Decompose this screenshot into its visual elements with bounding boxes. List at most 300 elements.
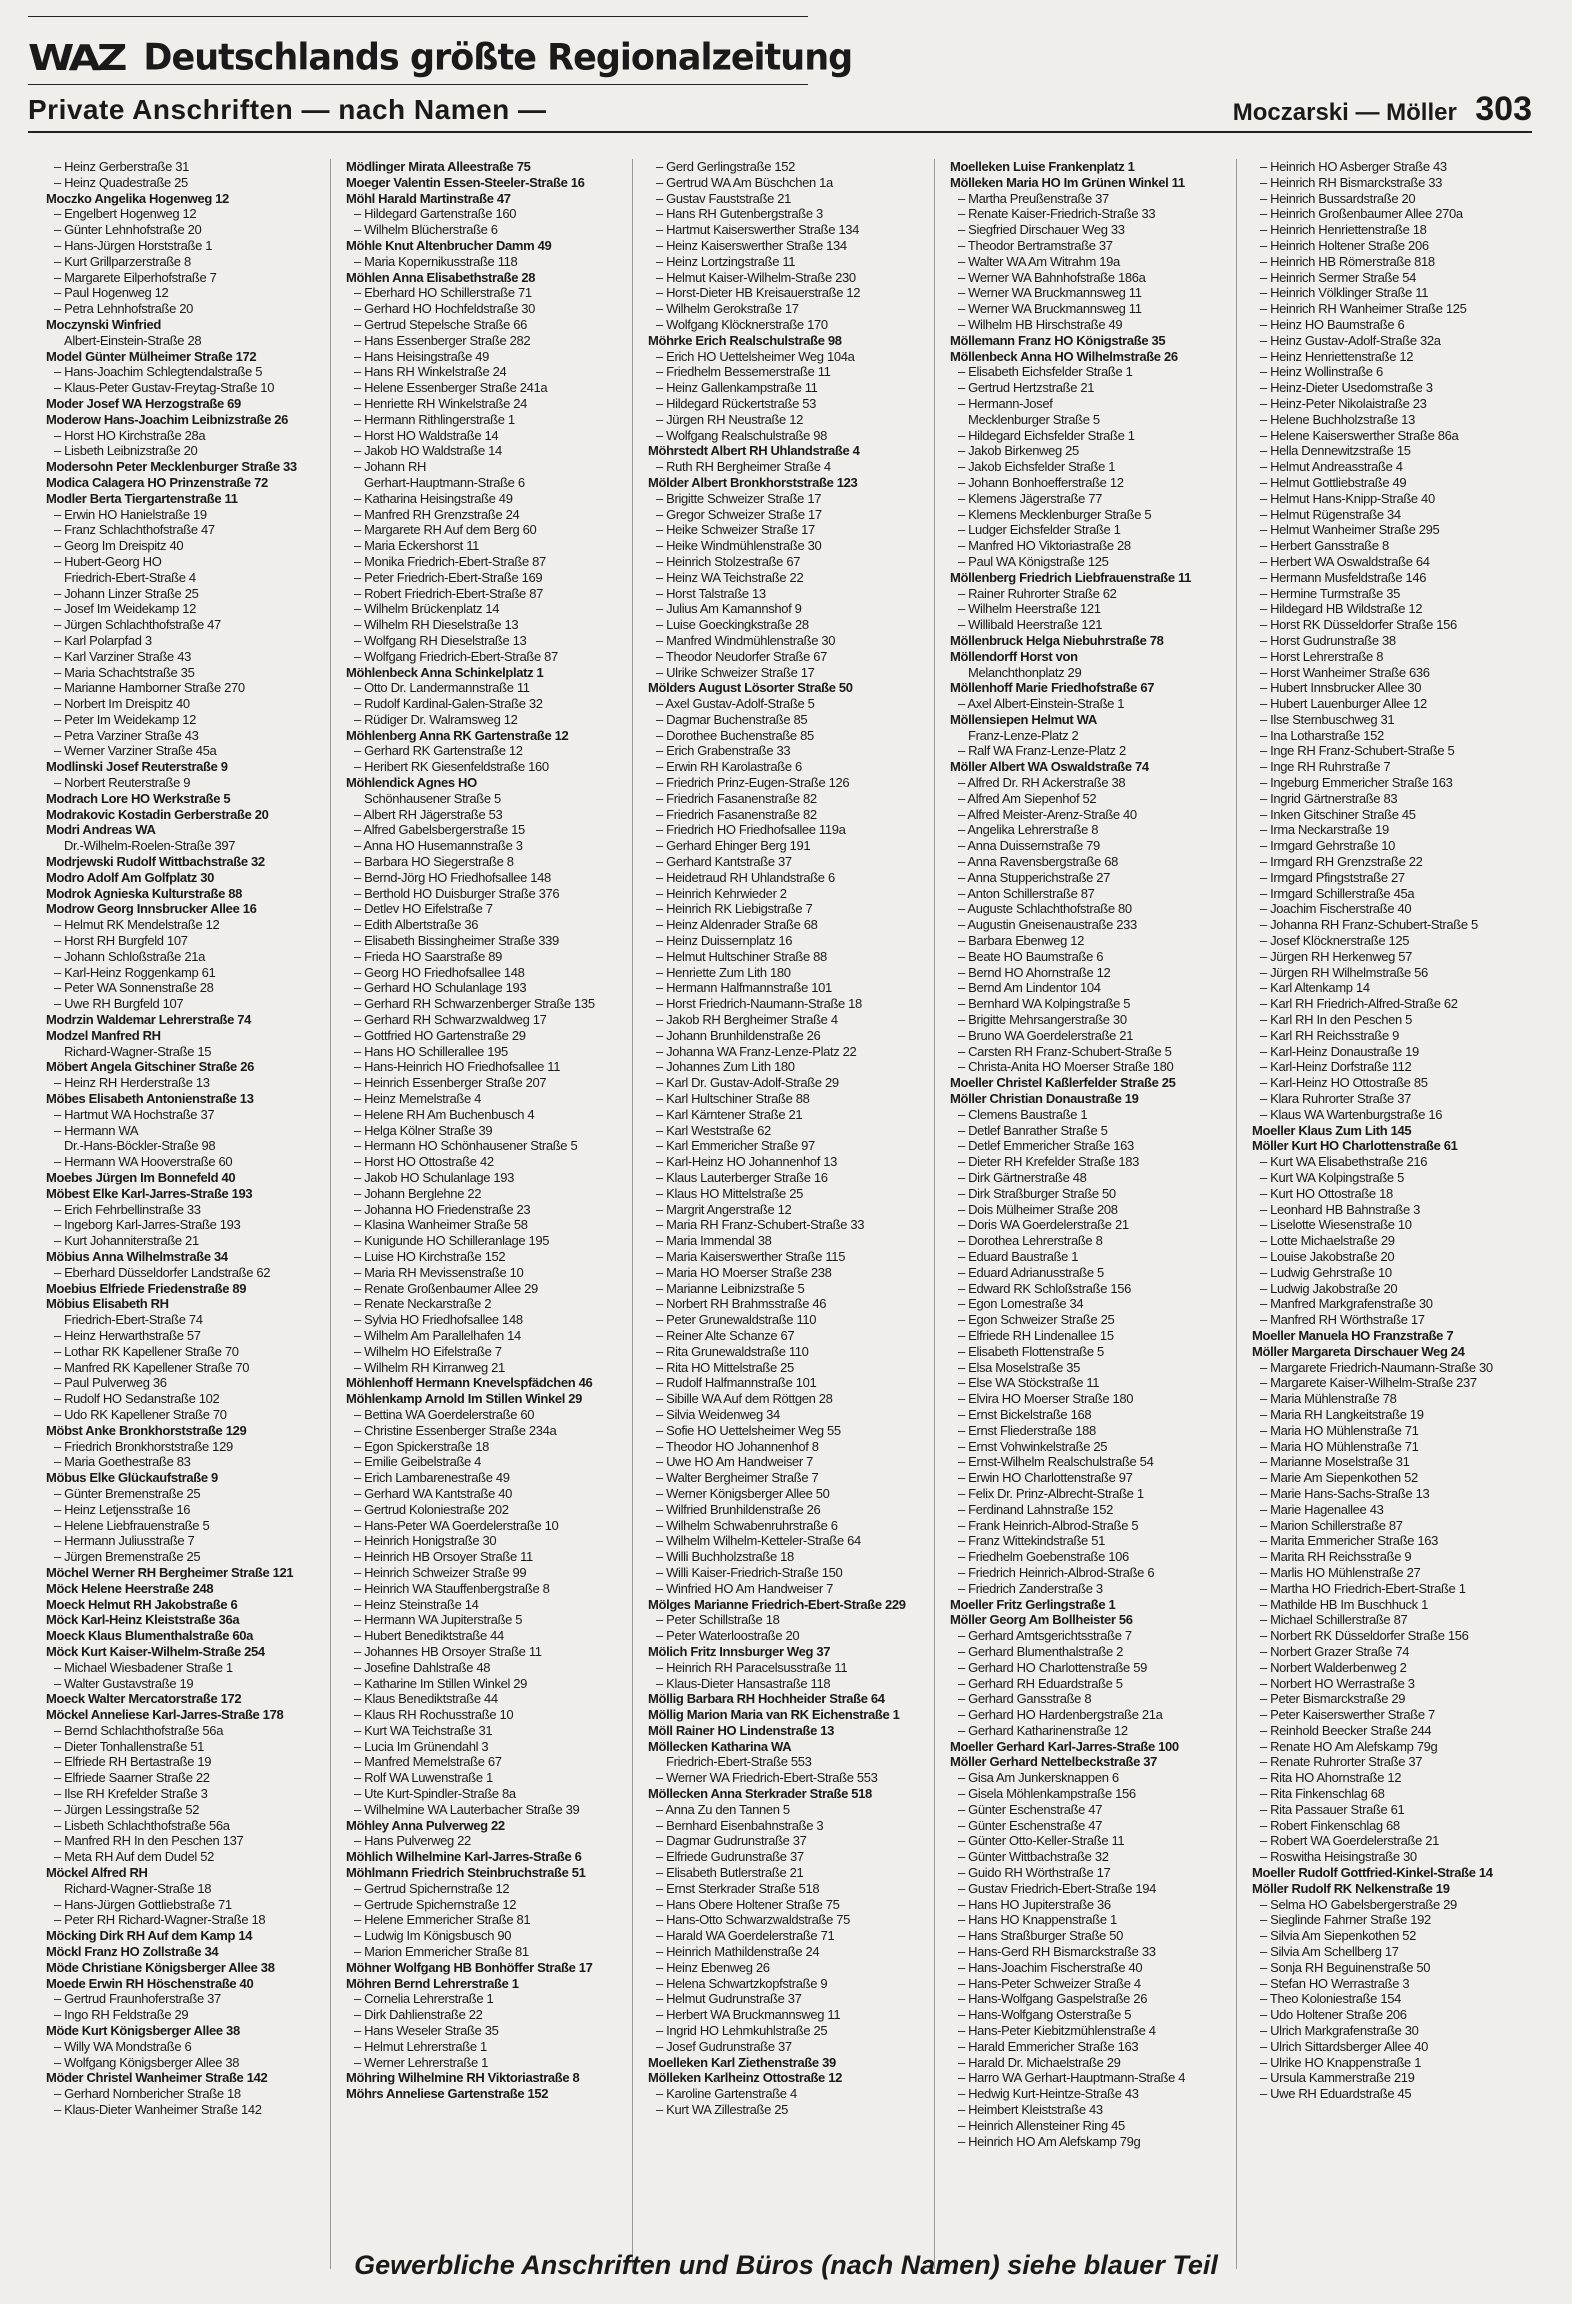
- directory-entry: Model Günter Mülheimer Straße 172: [46, 348, 257, 364]
- directory-entry: – Willi Buchholzstraße 18: [656, 1549, 794, 1565]
- directory-entry: – Wilhelm Brückenplatz 14: [354, 601, 500, 617]
- directory-entry: – Heinz Kaiserswerther Straße 134: [656, 237, 847, 253]
- directory-entry: – Heinrich Mathildenstraße 24: [656, 1944, 820, 1960]
- directory-entry: – Dagmar Buchenstraße 85: [656, 711, 808, 727]
- directory-columns: [28, 159, 1540, 2269]
- directory-entry: – Peter Waterloostraße 20: [656, 1628, 800, 1644]
- directory-entry: Moeller Christel Kaßlerfelder Straße 25: [950, 1075, 1176, 1091]
- directory-entry: – Walter Bergheimer Straße 7: [656, 1470, 819, 1486]
- directory-entry: – Karl-Heinz Donaustraße 19: [1260, 1043, 1419, 1059]
- directory-entry: – Gertrud Spichernstraße 12: [354, 1880, 510, 1896]
- directory-entry: – Martha HO Friedrich-Ebert-Straße 1: [1260, 1580, 1466, 1596]
- directory-entry: – Hans-Joachim Schlegtendalstraße 5: [54, 364, 263, 380]
- directory-entry: – Anna Ravensbergstraße 68: [958, 854, 1119, 870]
- directory-entry: – Karl RH Reichsstraße 9: [1260, 1027, 1399, 1043]
- directory-entry: – Hans-Jürgen Gottliebstraße 71: [54, 1896, 232, 1912]
- directory-entry: – Christa-Anita HO Moerser Straße 180: [958, 1059, 1174, 1075]
- directory-entry: Möckel Alfred RH: [46, 1865, 148, 1881]
- directory-entry: – Gertrud WA Am Büschchen 1a: [656, 174, 833, 190]
- directory-entry: – Dirk Gärtnerstraße 48: [958, 1170, 1087, 1185]
- directory-entry: – Bernd HO Ahornstraße 12: [958, 964, 1111, 980]
- directory-entry: – Jürgen RH Herkenweg 57: [1260, 948, 1413, 964]
- entry-list: [46, 159, 330, 2118]
- directory-entry: – Kurt WA Zillestraße 25: [656, 2102, 788, 2118]
- directory-entry: – Karoline Gartenstraße 4: [656, 2086, 797, 2102]
- directory-entry: – Harald WA Goerdelerstraße 71: [656, 1928, 835, 1944]
- directory-entry: Moeger Valentin Essen-Steeler-Straße 16: [346, 174, 585, 190]
- directory-entry: – Udo Holtener Straße 206: [1260, 2007, 1407, 2023]
- directory-entry: – Hans-Peter Schweizer Straße 4: [958, 1975, 1141, 1991]
- directory-entry: – Gottfried HO Gartenstraße 29: [354, 1027, 526, 1043]
- directory-entry: – Kurt WA Teichstraße 31: [354, 1722, 493, 1738]
- directory-entry: – Hildegard HB Wildstraße 12: [1260, 601, 1423, 617]
- directory-entry: – Heinrich Allensteiner Ring 45: [958, 2117, 1125, 2133]
- directory-entry: – Gerhard Katharinenstraße 12: [958, 1722, 1128, 1738]
- directory-entry: – Heinrich Großenbaumer Allee 270a: [1260, 206, 1463, 222]
- directory-entry: – Erwin HO Charlottenstraße 97: [958, 1470, 1133, 1486]
- directory-entry: Möllecken Anna Sterkrader Straße 518: [648, 1786, 872, 1802]
- directory-entry: – Heimbert Kleiststraße 43: [958, 2102, 1103, 2118]
- directory-entry: – Meta RH Auf dem Dudel 52: [54, 1849, 214, 1865]
- directory-entry: – Gustav Friedrich-Ebert-Straße 194: [958, 1880, 1156, 1896]
- directory-entry: – Ferdinand Lahnstraße 152: [958, 1501, 1113, 1517]
- directory-entry: – Reinhold Beecker Straße 244: [1260, 1722, 1432, 1738]
- directory-entry: – Maria HO Mühlenstraße 71: [1260, 1438, 1419, 1454]
- directory-entry: – Ursula Kammerstraße 219: [1260, 2070, 1415, 2086]
- directory-entry: – Michael Wiesbadener Straße 1: [54, 1659, 233, 1675]
- directory-entry: – Rudolf HO Sedanstraße 102: [54, 1391, 220, 1407]
- directory-entry: Möhner Wolfgang HB Bonhöffer Straße 17: [346, 1959, 593, 1975]
- directory-entry: – Paul Hogenweg 12: [54, 285, 169, 301]
- directory-entry: – Erich Lambarenestraße 49: [354, 1470, 510, 1486]
- directory-entry: – Hans-Peter WA Goerdelerstraße 10: [354, 1517, 559, 1533]
- directory-entry: – Petra Lehnhofstraße 20: [54, 301, 194, 317]
- directory-entry: – Klaus HO Mittelstraße 25: [656, 1185, 803, 1201]
- directory-entry: – Reiner Alte Schanze 67: [656, 1327, 795, 1343]
- directory-entry: – Egon Lomestraße 34: [958, 1296, 1084, 1312]
- column-rule: [1236, 159, 1237, 2269]
- directory-entry: – Heinrich Sermer Straße 54: [1260, 269, 1417, 285]
- directory-entry: – Heinz Ebenweg 26: [656, 1959, 770, 1975]
- directory-entry: – Marianne Moselstraße 31: [1260, 1454, 1410, 1470]
- directory-entry: Richard-Wagner-Straße 18: [64, 1880, 212, 1896]
- directory-entry: – Theodor Bertramstraße 37: [958, 237, 1113, 253]
- directory-entry: – Elfriede Saarner Straße 22: [54, 1770, 210, 1786]
- directory-entry: – Günter Lehnhofstraße 20: [54, 222, 202, 238]
- directory-entry: – Jakob RH Bergheimer Straße 4: [656, 1012, 838, 1028]
- directory-entry: – Inge RH Franz-Schubert-Straße 5: [1260, 743, 1455, 759]
- directory-entry: – Ruth RH Bergheimer Straße 4: [656, 459, 831, 475]
- directory-entry: – Manfred RH In den Peschen 137: [54, 1833, 244, 1849]
- directory-entry: – Marlis HO Mühlenstraße 27: [1260, 1564, 1421, 1580]
- directory-entry: – Helmut Andreasstraße 4: [1260, 459, 1403, 475]
- directory-entry: – Willibald Heerstraße 121: [958, 617, 1103, 633]
- entry-list: [950, 159, 1236, 2149]
- directory-entry: Möck Karl-Heinz Kleiststraße 36a: [46, 1612, 240, 1628]
- directory-entry: Moebius Elfriede Friedenstraße 89: [46, 1280, 247, 1296]
- directory-entry: – Jürgen Lessingstraße 52: [54, 1801, 200, 1817]
- directory-entry: – Heinrich RH Paracelsusstraße 11: [656, 1659, 848, 1675]
- directory-entry: – Heinz Wollinstraße 6: [1260, 364, 1383, 380]
- directory-entry: – Doris WA Goerdelerstraße 21: [958, 1217, 1129, 1233]
- directory-entry: – Hans HO Schillerallee 195: [354, 1043, 508, 1059]
- directory-entry: – Josef Gudrunstraße 37: [656, 2038, 792, 2054]
- directory-entry: – Hartmut Kaiserswerther Straße 134: [656, 222, 860, 238]
- directory-entry: – Walter Gustavstraße 19: [54, 1675, 194, 1691]
- directory-entry: Melanchthonplatz 29: [968, 664, 1082, 680]
- directory-entry: Dr.-Wilhelm-Roelen-Straße 397: [64, 838, 236, 854]
- directory-entry: – Anna HO Husemannstraße 3: [354, 838, 523, 854]
- directory-entry: – Johann RH: [354, 459, 427, 475]
- directory-entry: – Engelbert Hogenweg 12: [54, 206, 197, 222]
- directory-entry: – Wolfgang Königsberger Allee 38: [54, 2054, 240, 2070]
- directory-entry: – Klaus-Peter Gustav-Freytag-Straße 10: [54, 380, 275, 396]
- directory-entry: Modler Berta Tiergartenstraße 11: [46, 490, 238, 506]
- directory-entry: – Jakob Birkenweg 25: [958, 443, 1079, 459]
- directory-entry: – Norbert RH Brahmsstraße 46: [656, 1296, 827, 1312]
- directory-entry: – Harald Dr. Michaelstraße 29: [958, 2054, 1121, 2070]
- directory-entry: – Klemens Jägerstraße 77: [958, 490, 1103, 506]
- directory-entry: Möllendorff Horst von: [950, 648, 1078, 664]
- directory-entry: – Martha Preußenstraße 37: [958, 190, 1109, 206]
- directory-entry: – Peter Im Weidekamp 12: [54, 711, 197, 727]
- directory-entry: – Jürgen RH Neustraße 12: [656, 411, 803, 427]
- directory-entry: – Hans Obere Holtener Straße 75: [656, 1896, 840, 1912]
- directory-entry: – Rita HO Ahornstraße 12: [1260, 1770, 1402, 1786]
- directory-entry: – Hermann Musfeldstraße 146: [1260, 569, 1427, 585]
- directory-entry: – Renate Kaiser-Friedrich-Straße 33: [958, 206, 1156, 222]
- directory-entry: – Hubert Innsbrucker Allee 30: [1260, 680, 1422, 696]
- directory-entry: – Ilse Sternbuschweg 31: [1260, 711, 1395, 727]
- directory-entry: – Renate Großenbaumer Allee 29: [354, 1280, 538, 1296]
- directory-entry: – Robert Finkenschlag 68: [1260, 1817, 1400, 1833]
- directory-entry: – Edith Albertstraße 36: [354, 917, 479, 933]
- directory-entry: – Hildegard Gartenstraße 160: [354, 206, 517, 222]
- directory-entry: – Frank Heinrich-Albrod-Straße 5: [958, 1517, 1139, 1533]
- directory-entry: – Karl-Heinz HO Ottostraße 85: [1260, 1075, 1428, 1091]
- directory-entry: – Gertrude Spichernstraße 12: [354, 1896, 517, 1912]
- masthead-bottom-rule: [28, 84, 808, 85]
- directory-entry: – Hans Weseler Straße 35: [354, 2023, 499, 2039]
- directory-entry: Möllenberg Friedrich Liebfrauenstraße 11: [950, 569, 1192, 585]
- directory-entry: – Lisbeth Leibnizstraße 20: [54, 443, 198, 459]
- directory-entry: – Elisabeth Bissingheimer Straße 339: [354, 933, 559, 949]
- directory-entry: – Harald Emmericher Straße 163: [958, 2038, 1139, 2054]
- directory-entry: – Bruno WA Goerdelerstraße 21: [958, 1027, 1134, 1043]
- directory-entry: – Robert WA Goerdelerstraße 21: [1260, 1833, 1440, 1849]
- directory-entry: – Günter Bremenstraße 25: [54, 1485, 201, 1501]
- directory-entry: – Jürgen RH Wilhelmstraße 56: [1260, 964, 1428, 980]
- directory-entry: – Helene Buchholzstraße 13: [1260, 411, 1415, 427]
- directory-entry: – Heinz HO Baumstraße 6: [1260, 316, 1405, 332]
- directory-entry: Modri Andreas WA: [46, 822, 156, 838]
- directory-entry: – Horst HO Kirchstraße 28a: [54, 427, 206, 443]
- directory-entry: – Horst Gudrunstraße 38: [1260, 632, 1396, 648]
- directory-entry: – Norbert Im Dreispitz 40: [54, 696, 190, 712]
- directory-entry: – Liselotte Wiesenstraße 10: [1260, 1217, 1412, 1233]
- directory-entry: – Horst-Dieter HB Kreisauerstraße 12: [656, 285, 861, 301]
- directory-entry: – Karl-Heinz Dorfstraße 112: [1260, 1059, 1412, 1075]
- directory-entry: – Willy WA Mondstraße 6: [54, 2038, 192, 2054]
- directory-entry: – Heinz Gerberstraße 31: [54, 159, 190, 174]
- directory-entry: – Heinrich RH Wanheimer Straße 125: [1260, 301, 1467, 317]
- directory-entry: – Cornelia Lehrerstraße 1: [354, 1991, 494, 2007]
- directory-entry: – Sylvia HO Friedhofsallee 148: [354, 1312, 523, 1328]
- directory-entry: – Ludwig Jakobstraße 20: [1260, 1280, 1398, 1296]
- directory-entry: Möck Helene Heerstraße 248: [46, 1580, 214, 1596]
- directory-entry: – Heike Schweizer Straße 17: [656, 522, 815, 538]
- directory-entry: Möck Kurt Kaiser-Wilhelm-Straße 254: [46, 1643, 265, 1659]
- directory-entry: – Johannes Zum Lith 180: [656, 1059, 795, 1075]
- directory-entry: – Werner Königsberger Allee 50: [656, 1485, 830, 1501]
- directory-entry: – Manfred RH Grenzstraße 24: [354, 506, 520, 522]
- directory-entry: – Theo Koloniestraße 154: [1260, 1991, 1401, 2007]
- directory-entry: – Maria Kaiserswerther Straße 115: [656, 1248, 846, 1264]
- directory-entry: Gerhart-Hauptmann-Straße 6: [364, 474, 525, 490]
- directory-entry: – Jakob Eichsfelder Straße 1: [958, 459, 1116, 475]
- directory-entry: – Josef Im Weidekamp 12: [54, 601, 197, 617]
- directory-entry: – Hubert-Georg HO: [54, 553, 162, 569]
- directory-entry: Moede Erwin RH Höschenstraße 40: [46, 1975, 254, 1991]
- directory-entry: – Johannes HB Orsoyer Straße 11: [354, 1643, 542, 1659]
- directory-entry: Möcking Dirk RH Auf dem Kamp 14: [46, 1928, 253, 1944]
- directory-entry: – Helmut Gottliebstraße 49: [1260, 474, 1407, 490]
- directory-entry: – Gerhard RH Schwarzenberger Straße 135: [354, 996, 595, 1012]
- directory-entry: – Günter Eschenstraße 47: [958, 1817, 1103, 1833]
- directory-entry: – Erich HO Uettelsheimer Weg 104a: [656, 348, 855, 364]
- directory-entry: – Michael Schillerstraße 87: [1260, 1612, 1408, 1628]
- directory-entry: – Maria HO Mühlenstraße 71: [1260, 1422, 1419, 1438]
- directory-entry: – Horst HO Ottostraße 42: [354, 1154, 494, 1170]
- directory-entry: Möllecken Katharina WA: [648, 1738, 792, 1754]
- directory-entry: Modersohn Peter Mecklenburger Straße 33: [46, 459, 297, 475]
- directory-entry: Möllenhoff Marie Friedhofstraße 67: [950, 680, 1155, 696]
- directory-entry: – Ludger Eichsfelder Straße 1: [958, 522, 1121, 538]
- directory-entry: – Gisela Möhlenkampstraße 156: [958, 1786, 1136, 1802]
- directory-entry: – Maria HO Moerser Straße 238: [656, 1264, 832, 1280]
- directory-entry: – Heinrich Kehrwieder 2: [656, 885, 787, 901]
- directory-entry: – Dorothea Lehrerstraße 8: [958, 1233, 1103, 1249]
- directory-entry: – Ulrike Schweizer Straße 17: [656, 664, 815, 680]
- directory-entry: – Hubert Lauenburger Allee 12: [1260, 696, 1427, 712]
- directory-entry: – Werner Varziner Straße 45a: [54, 743, 217, 759]
- directory-entry: – Sonja RH Beguinenstraße 50: [1260, 1959, 1431, 1975]
- directory-entry: Möbest Elke Karl-Jarres-Straße 193: [46, 1185, 253, 1201]
- directory-entry: – Alfred Dr. RH Ackerstraße 38: [958, 775, 1126, 791]
- directory-entry: – Georg Im Dreispitz 40: [54, 538, 184, 554]
- directory-entry: – Henriette RH Winkelstraße 24: [354, 395, 528, 411]
- directory-entry: – Georg HO Friedhofsallee 148: [354, 964, 525, 980]
- directory-entry: – Hans-Heinrich HO Friedhofsallee 11: [354, 1059, 561, 1075]
- directory-entry: – Johann Schloßstraße 21a: [54, 948, 205, 964]
- directory-entry: Möhren Bernd Lehrerstraße 1: [346, 1975, 519, 1991]
- directory-entry: Moelleken Karl Ziethenstraße 39: [648, 2054, 836, 2070]
- directory-entry: – Marion Schillerstraße 87: [1260, 1517, 1403, 1533]
- directory-entry: – Rainer Ruhrorter Straße 62: [958, 585, 1117, 601]
- directory-entry: – Willi Kaiser-Friedrich-Straße 150: [656, 1564, 843, 1580]
- directory-entry: Moder Josef WA Herzogstraße 69: [46, 395, 241, 411]
- directory-entry: – Lucia Im Grünendahl 3: [354, 1738, 489, 1754]
- directory-entry: – Karl-Heinz Roggenkamp 61: [54, 964, 216, 980]
- directory-entry: – Norbert Walderbenweg 2: [1260, 1659, 1407, 1675]
- directory-entry: – Erich Grabenstraße 33: [656, 743, 791, 759]
- directory-entry: Möller Rudolf RK Nelkenstraße 19: [1252, 1880, 1450, 1896]
- directory-entry: – Peter Schillstraße 18: [656, 1612, 780, 1628]
- directory-entry: – Herbert WA Bruckmannsweg 11: [656, 2007, 841, 2023]
- directory-entry: – Heinrich RK Liebigstraße 7: [656, 901, 813, 917]
- directory-entry: – Gerhard HO Hochfeldstraße 30: [354, 301, 535, 317]
- directory-entry: Möllig Barbara RH Hochheider Straße 64: [648, 1691, 885, 1707]
- directory-entry: – Hedwig Kurt-Heintze-Straße 43: [958, 2086, 1139, 2102]
- directory-entry: Moeller Manuela HO Franzstraße 7: [1252, 1327, 1454, 1343]
- directory-entry: – Detlev HO Eifelstraße 7: [354, 901, 493, 917]
- directory-entry: Möller Margareta Dirschauer Weg 24: [1252, 1343, 1465, 1359]
- directory-entry: – Elsa Moselstraße 35: [958, 1359, 1080, 1375]
- directory-entry: Möhring Wilhelmine RH Viktoriastraße 8: [346, 2070, 580, 2086]
- directory-entry: Möder Christel Wanheimer Straße 142: [46, 2070, 268, 2086]
- directory-entry: – Heinrich HO Asberger Straße 43: [1260, 159, 1447, 174]
- page-number: 303: [1475, 90, 1532, 128]
- directory-entry: – Hans RH Winkelstraße 24: [354, 364, 507, 380]
- directory-entry: – Harro WA Gerhart-Hauptmann-Straße 4: [958, 2070, 1186, 2086]
- directory-entry: Möllemann Franz HO Königstraße 35: [950, 332, 1166, 348]
- directory-entry: – Friedrich Fasanenstraße 82: [656, 806, 817, 822]
- directory-entry: – Johanna RH Franz-Schubert-Straße 5: [1260, 917, 1478, 933]
- directory-entry: Mödlinger Mirata Alleestraße 75: [346, 159, 531, 174]
- directory-entry: – Hans Heisingstraße 49: [354, 348, 490, 364]
- directory-entry: – Hermann WA: [54, 1122, 139, 1138]
- directory-entry: – Irmgard RH Grenzstraße 22: [1260, 854, 1423, 870]
- directory-entry: – Otto Dr. Landermannstraße 11: [354, 680, 530, 696]
- footer-note: Gewerbliche Anschriften und Büros (nach Namen) siehe blauer Teil: [354, 2250, 1218, 2280]
- directory-entry: – Gerhard Ehinger Berg 191: [656, 838, 811, 854]
- directory-entry: – Anna Zu den Tannen 5: [656, 1801, 790, 1817]
- directory-entry: – Axel Gustav-Adolf-Straße 5: [656, 696, 815, 712]
- directory-entry: – Karl RH Friedrich-Alfred-Straße 62: [1260, 996, 1458, 1012]
- directory-entry: – Elvira HO Moerser Straße 180: [958, 1391, 1134, 1407]
- directory-entry: – Alfred Am Siepenhof 52: [958, 790, 1097, 806]
- directory-entry: – Brigitte Mehrsangerstraße 30: [958, 1012, 1127, 1028]
- directory-entry: – Paul Pulverweg 36: [54, 1375, 167, 1391]
- directory-entry: – Uwe RH Eduardstraße 45: [1260, 2086, 1412, 2102]
- directory-entry: – Anna Stupperichstraße 27: [958, 869, 1111, 885]
- directory-entry: Friedrich-Ebert-Straße 553: [666, 1754, 812, 1770]
- directory-entry: Möhrke Erich Realschulstraße 98: [648, 332, 842, 348]
- directory-entry: – Karl Varziner Straße 43: [54, 648, 191, 664]
- entry-list: [1252, 159, 1538, 2102]
- directory-entry: – Bernd Schlachthofstraße 56a: [54, 1722, 224, 1738]
- directory-entry: – Maria Schachtstraße 35: [54, 664, 195, 680]
- directory-entry: – Klaus WA Wartenburgstraße 16: [1260, 1106, 1443, 1122]
- directory-entry: – Helene Emmericher Straße 81: [354, 1912, 531, 1928]
- directory-entry: – Kurt Grillparzerstraße 8: [54, 253, 191, 269]
- directory-entry: – Günter Wittbachstraße 32: [958, 1849, 1109, 1865]
- directory-entry: – Inken Gitschiner Straße 45: [1260, 806, 1416, 822]
- directory-entry: – Ulrich Markgrafenstraße 30: [1260, 2023, 1419, 2039]
- directory-entry: – Detlef Emmericher Straße 163: [958, 1138, 1134, 1154]
- directory-entry: – Gerd Gerlingstraße 152: [656, 159, 796, 174]
- directory-entry: – Paul WA Königstraße 125: [958, 553, 1109, 569]
- directory-entry: – Mathilde HB Im Buschhuck 1: [1260, 1596, 1428, 1612]
- directory-entry: Möbst Anke Bronkhorststraße 129: [46, 1422, 247, 1438]
- directory-entry: – Kurt WA Elisabethstraße 216: [1260, 1154, 1428, 1170]
- directory-entry: – Peter RH Richard-Wagner-Straße 18: [54, 1912, 266, 1928]
- directory-entry: Moeller Gerhard Karl-Jarres-Straße 100: [950, 1738, 1179, 1754]
- directory-entry: – Stefan HO Werrastraße 3: [1260, 1975, 1410, 1991]
- directory-entry: – Heinrich Stolzestraße 67: [656, 553, 801, 569]
- directory-column: [632, 159, 934, 2269]
- directory-entry: – Leonhard HB Bahnstraße 3: [1260, 1201, 1421, 1217]
- directory-entry: – Irmgard Pfingststraße 27: [1260, 869, 1405, 885]
- directory-entry: – Silvia Am Schellberg 17: [1260, 1944, 1399, 1960]
- directory-entry: – Gerhard HO Hardenbergstraße 21a: [958, 1707, 1163, 1723]
- directory-entry: – Peter Bismarckstraße 29: [1260, 1691, 1406, 1707]
- directory-entry: – Bernd-Jörg HO Friedhofsallee 148: [354, 869, 551, 885]
- directory-entry: – Ingo RH Feldstraße 29: [54, 2007, 189, 2023]
- directory-entry: – Hildegard Eichsfelder Straße 1: [958, 427, 1135, 443]
- directory-entry: – Dirk Straßburger Straße 50: [958, 1185, 1116, 1201]
- directory-entry: – Maria RH Franz-Schubert-Straße 33: [656, 1217, 865, 1233]
- directory-entry: – Petra Varziner Straße 43: [54, 727, 199, 743]
- directory-entry: – Rudolf Kardinal-Galen-Straße 32: [354, 696, 543, 712]
- directory-entry: – Katharina Heisingstraße 49: [354, 490, 513, 506]
- directory-entry: – Hans HO Jupiterstraße 36: [958, 1896, 1111, 1912]
- directory-entry: – Karl Polarpfad 3: [54, 632, 152, 648]
- directory-entry: – Bernhard Eisenbahnstraße 3: [656, 1817, 824, 1833]
- directory-entry: – Hans-Otto Schwarzwaldstraße 75: [656, 1912, 850, 1928]
- directory-entry: – Rita HO Mittelstraße 25: [656, 1359, 794, 1375]
- directory-entry: – Dieter Tonhallenstraße 51: [54, 1738, 205, 1754]
- directory-entry: – Kurt HO Ottostraße 18: [1260, 1185, 1393, 1201]
- directory-entry: – Rita Grunewaldstraße 110: [656, 1343, 809, 1359]
- directory-entry: – Christine Essenberger Straße 234a: [354, 1422, 557, 1438]
- directory-entry: – Gustav Fauststraße 21: [656, 190, 792, 206]
- directory-entry: – Frieda HO Saarstraße 89: [354, 948, 503, 964]
- directory-entry: – Heinrich HB Orsoyer Straße 11: [354, 1549, 533, 1565]
- directory-entry: – Karl Emmericher Straße 97: [656, 1138, 815, 1154]
- directory-entry: – Heinrich HO Am Alefskamp 79g: [958, 2133, 1141, 2149]
- directory-entry: – Silvia Am Siepenkothen 52: [1260, 1928, 1417, 1944]
- directory-entry: Mölders August Lösorter Straße 50: [648, 680, 853, 696]
- directory-column: [1236, 159, 1538, 2269]
- page-header: [28, 90, 1532, 128]
- directory-entry: – Margarete Kaiser-Wilhelm-Straße 237: [1260, 1375, 1477, 1391]
- directory-entry: – Hermann WA Jupiterstraße 5: [354, 1612, 523, 1628]
- directory-entry: – Ulrike HO Knappenstraße 1: [1260, 2054, 1422, 2070]
- directory-entry: Modrow Georg Innsbrucker Allee 16: [46, 901, 257, 917]
- directory-entry: Möhlenhoff Hermann Knevelspfädchen 46: [346, 1375, 593, 1391]
- directory-entry: Möchel Werner RH Bergheimer Straße 121: [46, 1564, 294, 1580]
- directory-entry: – Manfred RH Wörthstraße 17: [1260, 1312, 1425, 1328]
- directory-entry: – Klaus RH Rochusstraße 10: [354, 1707, 514, 1723]
- masthead-top-rule: [28, 16, 808, 17]
- directory-entry: – Edward RK Schloßstraße 156: [958, 1280, 1132, 1296]
- directory-entry: Moczynski Winfried: [46, 316, 161, 332]
- directory-entry: – Barbara HO Siegerstraße 8: [354, 854, 514, 870]
- directory-entry: – Marie Hans-Sachs-Straße 13: [1260, 1485, 1430, 1501]
- directory-entry: – Hermine Turmstraße 35: [1260, 585, 1401, 601]
- directory-entry: – Winfried HO Am Handweiser 7: [656, 1580, 833, 1596]
- directory-entry: Möll Rainer HO Lindenstraße 13: [648, 1722, 834, 1738]
- directory-entry: Möckl Franz HO Zollstraße 34: [46, 1944, 219, 1960]
- directory-entry: – Heinz RH Herderstraße 13: [54, 1075, 210, 1091]
- directory-entry: – Uwe RH Burgfeld 107: [54, 996, 184, 1012]
- directory-entry: – Günter Otto-Keller-Straße 11: [958, 1833, 1125, 1849]
- directory-entry: – Karl-Heinz HO Johannenhof 13: [656, 1154, 838, 1170]
- directory-entry: – Irmgard Schillerstraße 45a: [1260, 885, 1415, 901]
- directory-entry: – Irmgard Gehrstraße 10: [1260, 838, 1396, 854]
- directory-entry: – Heinz Quadestraße 25: [54, 174, 188, 190]
